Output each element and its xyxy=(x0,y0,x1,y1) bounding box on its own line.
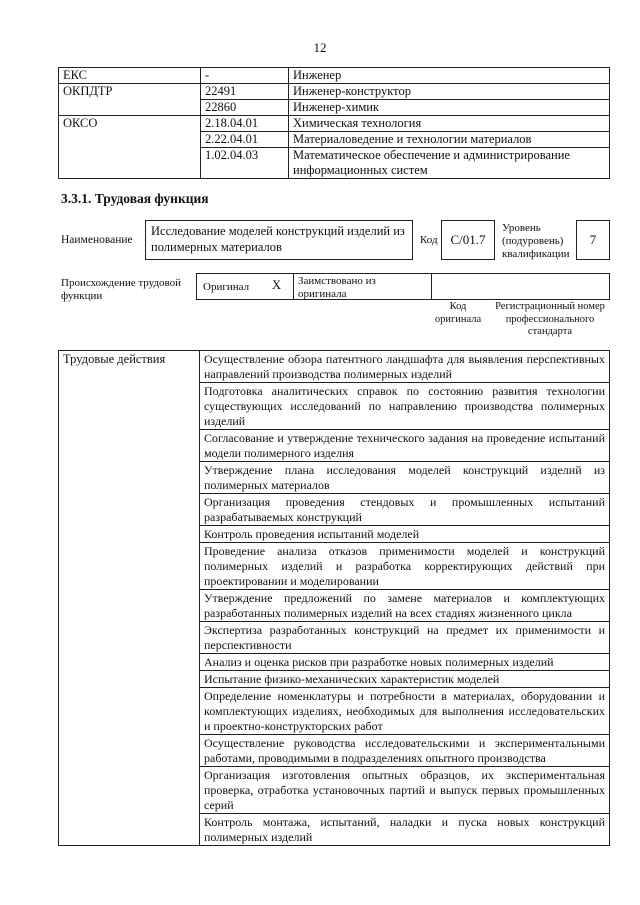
classification-title: Инженер xyxy=(289,68,610,84)
classification-row xyxy=(59,100,610,116)
classification-name: ОКПДТР xyxy=(59,84,201,100)
classification-name: ОКСО xyxy=(59,116,201,132)
classification-code: 22491 xyxy=(201,84,289,100)
labor-action-item: Утверждение предложений по замене материалов и комплектующих разработанных полимерных изделий на всех стадиях жизненного цикла xyxy=(200,590,610,622)
section-title: 3.3.1. Трудовая функция xyxy=(61,191,209,206)
labor-action-row xyxy=(59,351,610,383)
classification-title: Математическое обеспечение и администрирование информационных систем xyxy=(289,148,610,179)
classification-row xyxy=(59,132,610,148)
labor-actions-label: Трудовые действия xyxy=(59,351,200,846)
function-code-box xyxy=(441,220,495,260)
classification-name: ЕКС xyxy=(59,68,201,84)
page-number: 12 xyxy=(313,40,327,55)
labor-action-item: Проведение анализа отказов применимости моделей и конструкций полимерных изделий и разработка корректирующих действий при проектировании и моделировании xyxy=(200,543,610,590)
classification-title: Инженер-конструктор xyxy=(289,84,610,100)
classification-name xyxy=(59,132,201,148)
labor-action-item: Организация изготовления опытных образцов, их экспериментальная проверка, отработка установочных партий и выпуск первых промышленных серий xyxy=(200,767,610,814)
original-mark: X xyxy=(272,278,282,292)
classification-name xyxy=(59,100,201,116)
classification-row xyxy=(59,68,610,84)
reg-number-label: Регистрационный номер профессионального стандарта xyxy=(495,301,605,337)
labor-action-item: Испытание физико-механических характеристик моделей xyxy=(200,671,610,688)
labor-action-item: Экспертиза разработанных конструкций на предмет их применимости и перспективности xyxy=(200,622,610,654)
borrowed-label: Заимствовано из оригинала xyxy=(298,275,376,300)
labor-action-item: Контроль монтажа, испытаний, наладки и пуска новых конструкций полимерных изделий xyxy=(200,814,610,846)
labor-action-item: Утверждение плана исследования моделей конструкций изделий из полимерных материалов xyxy=(200,462,610,494)
classification-row xyxy=(59,116,610,132)
classification-code: 22860 xyxy=(201,100,289,116)
labor-action-item: Согласование и утверждение технического задания на проведение испытаний модели полимерного изделия xyxy=(200,430,610,462)
level-value: 7 xyxy=(589,232,597,247)
code-original-label: Код оригинала xyxy=(434,301,482,325)
classification-row xyxy=(59,84,610,100)
classification-title: Химическая технология xyxy=(289,116,610,132)
code-label: Код xyxy=(420,234,438,246)
labor-action-item: Подготовка аналитических справок по состоянию развития технологии существующих исследований по направлению производства полимерных изделий xyxy=(200,383,610,430)
function-name-box xyxy=(145,220,413,260)
labor-action-item: Определение номенклатуры и потребности в материалах, оборудовании и комплектующих изделиях, необходимых для выполнения исследовательских и проектно-конструкторских работ xyxy=(200,688,610,735)
labor-action-item: Организация проведения стендовых и промышленных испытаний разрабатываемых конструкций xyxy=(200,494,610,526)
labor-action-item: Осуществление руководства исследовательскими и экспериментальными работами, проводимыми в подразделениях опытного производства xyxy=(200,735,610,767)
labor-action-item: Анализ и оценка рисков при разработке новых полимерных изделий xyxy=(200,654,610,671)
level-label: Уровень (подуровень) квалификации xyxy=(502,222,570,260)
classification-title: Материаловедение и технологии материалов xyxy=(289,132,610,148)
labor-action-item: Осуществление обзора патентного ландшафта для выявления перспективных направлений производства полимерных изделий xyxy=(200,351,610,383)
original-label: Оригинал xyxy=(203,281,250,293)
classification-code: - xyxy=(201,68,289,84)
origin-label: Происхождение трудовой функции xyxy=(61,277,182,302)
classification-table xyxy=(58,67,610,179)
classification-code: 1.02.04.03 xyxy=(201,148,289,179)
function-name-value: Исследование моделей конструкций изделий из полимерных материалов xyxy=(151,224,405,254)
labor-action-item: Контроль проведения испытаний моделей xyxy=(200,526,610,543)
classification-code: 2.18.04.01 xyxy=(201,116,289,132)
classification-title: Инженер-химик xyxy=(289,100,610,116)
classification-name xyxy=(59,148,201,179)
labor-actions-table xyxy=(58,350,610,846)
name-label: Наименование xyxy=(61,234,133,246)
classification-row xyxy=(59,148,610,179)
level-box xyxy=(576,220,610,260)
function-code-value: C/01.7 xyxy=(450,232,486,247)
classification-code: 2.22.04.01 xyxy=(201,132,289,148)
